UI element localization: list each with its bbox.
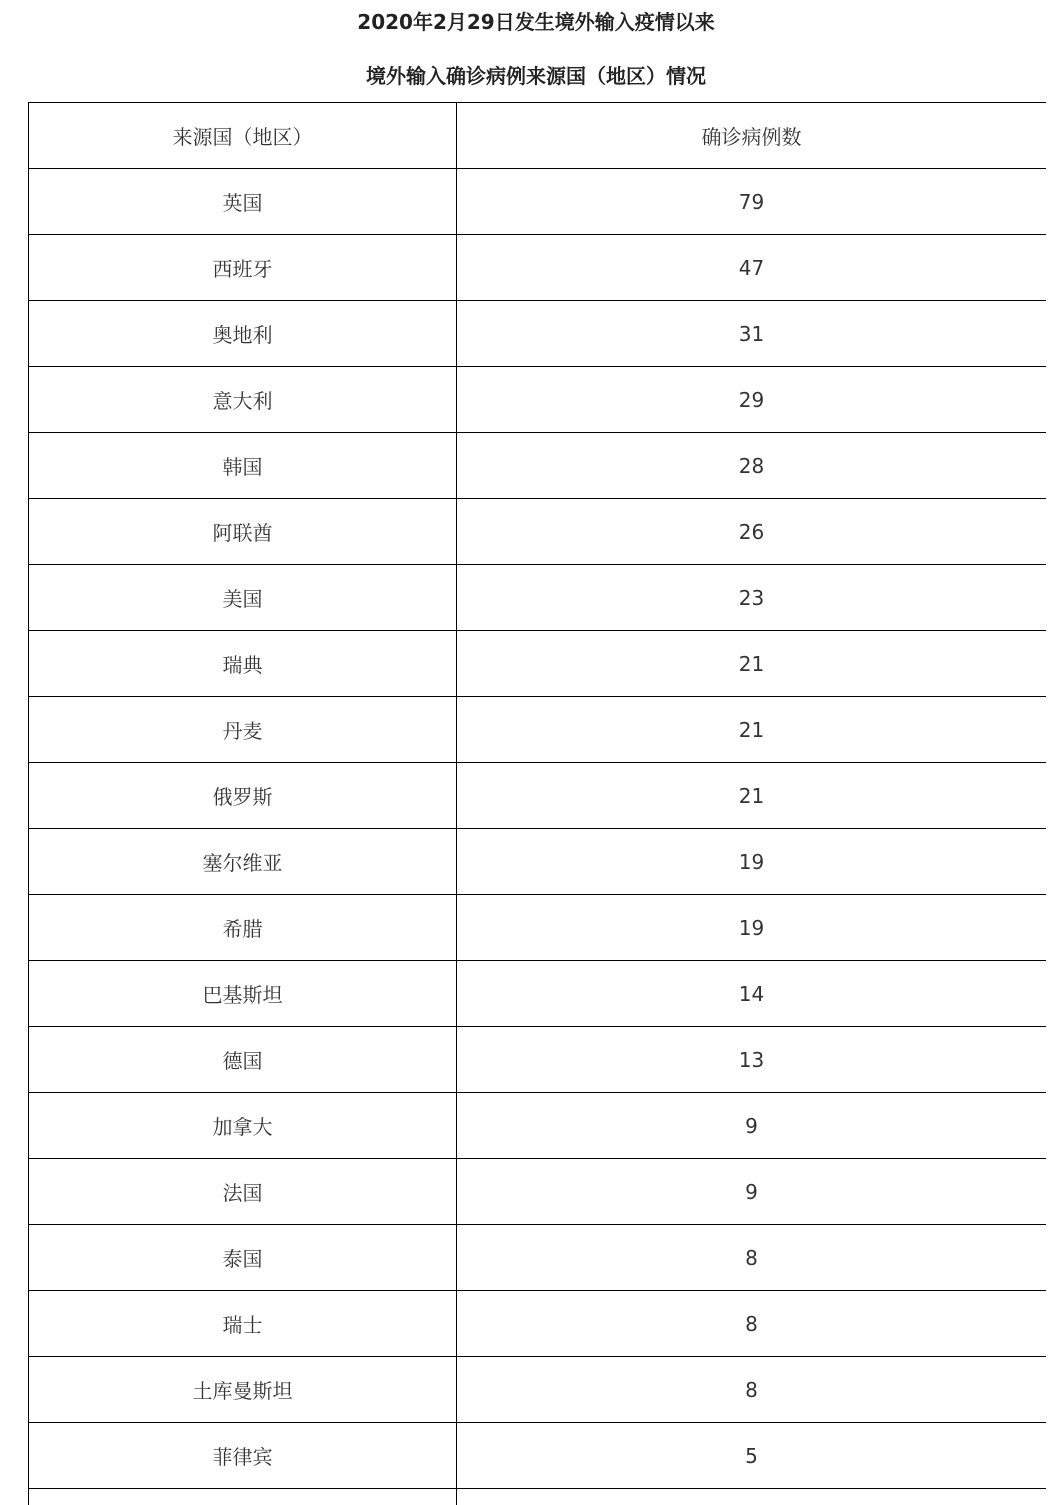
cases-cell: 8 <box>457 1225 1047 1291</box>
table-row <box>29 1489 1047 1505</box>
cases-cell: 19 <box>457 829 1047 895</box>
cases-cell: 19 <box>457 895 1047 961</box>
table-row <box>29 1027 1047 1093</box>
country-cell: 美国 <box>29 565 457 631</box>
country-cell: 意大利 <box>29 367 457 433</box>
table-row <box>29 961 1047 1027</box>
cases-cell: 21 <box>457 631 1047 697</box>
country-cell: 法国 <box>29 1159 457 1225</box>
table-row <box>29 1159 1047 1225</box>
table-row <box>29 1225 1047 1291</box>
cases-cell: 31 <box>457 301 1047 367</box>
table-body <box>29 169 1047 1505</box>
table-row <box>29 499 1047 565</box>
cases-cell: 21 <box>457 763 1047 829</box>
cases-cell: 21 <box>457 697 1047 763</box>
cases-cell: 9 <box>457 1093 1047 1159</box>
country-cell: 瑞士 <box>29 1291 457 1357</box>
page-subtitle: 境外输入确诊病例来源国（地区）情况 <box>366 64 706 88</box>
cases-cell <box>457 1489 1047 1505</box>
table-row <box>29 169 1047 235</box>
country-cell: 英国 <box>29 169 457 235</box>
cases-cell: 13 <box>457 1027 1047 1093</box>
table-row <box>29 301 1047 367</box>
table-header-row <box>29 103 1047 169</box>
table-row <box>29 631 1047 697</box>
country-cell <box>29 1489 457 1505</box>
table-row <box>29 367 1047 433</box>
country-cell: 塞尔维亚 <box>29 829 457 895</box>
cases-cell: 5 <box>457 1423 1047 1489</box>
country-cell: 土库曼斯坦 <box>29 1357 457 1423</box>
cases-cell: 8 <box>457 1357 1047 1423</box>
country-cell: 德国 <box>29 1027 457 1093</box>
cases-cell: 28 <box>457 433 1047 499</box>
cases-cell: 14 <box>457 961 1047 1027</box>
table-row <box>29 1357 1047 1423</box>
cases-cell: 23 <box>457 565 1047 631</box>
cases-cell: 9 <box>457 1159 1047 1225</box>
cases-cell: 29 <box>457 367 1047 433</box>
table-row <box>29 763 1047 829</box>
country-cell: 希腊 <box>29 895 457 961</box>
table-row <box>29 697 1047 763</box>
cases-cell: 26 <box>457 499 1047 565</box>
country-cell: 丹麦 <box>29 697 457 763</box>
table-row <box>29 235 1047 301</box>
country-cell: 阿联酋 <box>29 499 457 565</box>
table-row <box>29 1423 1047 1489</box>
cases-cell: 8 <box>457 1291 1047 1357</box>
column-header-country: 来源国（地区） <box>29 103 457 169</box>
table-row <box>29 1291 1047 1357</box>
country-cell: 菲律宾 <box>29 1423 457 1489</box>
country-cell: 韩国 <box>29 433 457 499</box>
country-cell: 泰国 <box>29 1225 457 1291</box>
source-country-table <box>28 102 1046 1505</box>
country-cell: 巴基斯坦 <box>29 961 457 1027</box>
country-cell: 俄罗斯 <box>29 763 457 829</box>
table-row <box>29 895 1047 961</box>
table-container <box>28 102 1046 1505</box>
table-row <box>29 829 1047 895</box>
table-row <box>29 565 1047 631</box>
cases-cell: 79 <box>457 169 1047 235</box>
country-cell: 加拿大 <box>29 1093 457 1159</box>
country-cell: 奥地利 <box>29 301 457 367</box>
column-header-cases: 确诊病例数 <box>457 103 1047 169</box>
country-cell: 瑞典 <box>29 631 457 697</box>
table-row <box>29 433 1047 499</box>
cases-cell: 47 <box>457 235 1047 301</box>
page-title: 2020年2月29日发生境外输入疫情以来 <box>357 10 715 34</box>
country-cell: 西班牙 <box>29 235 457 301</box>
table-row <box>29 1093 1047 1159</box>
